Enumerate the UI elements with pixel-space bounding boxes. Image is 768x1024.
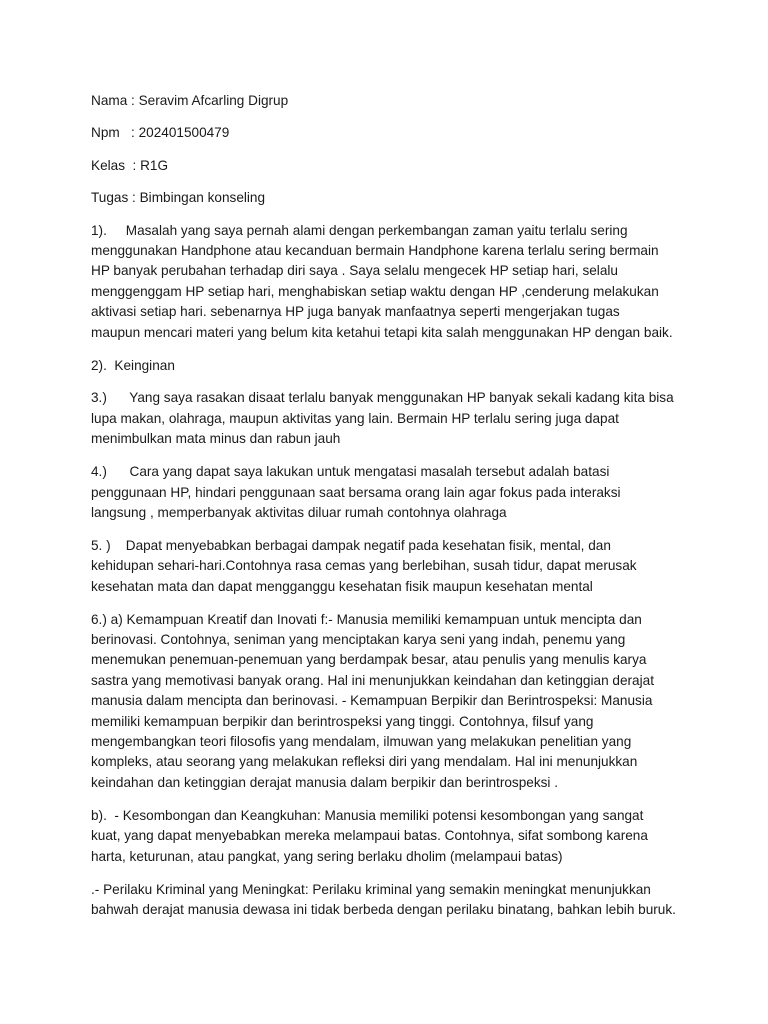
answer-3 bbox=[91, 388, 708, 449]
answer-6a bbox=[91, 610, 708, 794]
answer-5-line: kesehatan mata dan dapat mengganggu kesehatan fisik maupun kesehatan mental bbox=[91, 578, 593, 594]
answer-4 bbox=[91, 462, 708, 523]
answer-6b bbox=[91, 806, 708, 867]
answer-6a-line: mengembangkan teori filosofis yang mendalam, ilmuwan yang melakukan penelitian yang bbox=[91, 734, 632, 750]
answer-6a-line: memiliki kemampuan berpikir dan berintrospeksi yang tinggi. Contohnya, filsuf yang bbox=[91, 713, 594, 729]
npm-line: Npm : 202401500479 bbox=[91, 125, 230, 141]
answer-6b-line: b). - Kesombongan dan Keangkuhan: Manusia memiliki potensi kesombongan yang sangat bbox=[91, 807, 644, 823]
answer-2-line: 2). Keinginan bbox=[91, 357, 175, 373]
answer-3-line: 3.) Yang saya rasakan disaat terlalu banyak menggunakan HP banyak sekali kadang kita bisa bbox=[91, 390, 674, 406]
answer-6a-line: sastra yang memotivasi banyak orang. Hal ini menunjukkan keindahan dan ketinggian derajat bbox=[91, 672, 654, 688]
answer-6a-line: 6.) a) Kemampuan Kreatif dan Inovati f:- Manusia memiliki kemampuan untuk mencipta dan bbox=[91, 611, 642, 627]
answer-1-line: aktivasi setiap hari. sebenarnya HP juga banyak manfaatnya seperti mengerjakan tugas bbox=[91, 304, 620, 320]
answer-4-line: langsung , memperbanyak aktivitas diluar rumah contohnya olahraga bbox=[91, 505, 507, 520]
answer-4-line: 4.) Cara yang dapat saya lakukan untuk mengatasi masalah tersebut adalah batasi bbox=[91, 464, 610, 480]
answer-3-line: menimbulkan mata minus dan rabun jauh bbox=[91, 431, 341, 447]
answer-6b-continued-line: bahwah derajat manusia dewasa ini tidak berbeda dengan perilaku binatang, bahkan lebih buruk. bbox=[91, 901, 676, 917]
kelas-line: Kelas : R1G bbox=[91, 157, 169, 173]
answer-2 bbox=[91, 356, 708, 376]
answer-6b-line: kuat, yang dapat menyebabkan mereka melampaui batas. Contohnya, sifat sombong karena bbox=[91, 828, 648, 844]
answer-1-line: HP banyak perubahan terhadap diri saya . Saya selalu mengecek HP setiap hari, selalu bbox=[91, 263, 618, 279]
answer-6a-line: berinovasi. Contohnya, seniman yang menciptakan karya seni yang indah, penemu yang bbox=[91, 632, 626, 648]
answer-1-line: 1). Masalah yang saya pernah alami dengan perkembangan zaman yaitu terlalu sering bbox=[91, 222, 628, 238]
tugas-line: Tugas : Bimbingan konseling bbox=[91, 190, 266, 206]
answer-1-line: menggunakan Handphone atau kecanduan bermain Handphone karena terlalu sering bermain bbox=[91, 243, 659, 259]
answer-6b-line: harta, keturunan, atau pangkat, yang sering berlaku dholim (melampaui batas) bbox=[91, 848, 563, 864]
answer-6b-continued-line: .- Perilaku Kriminal yang Meningkat: Perilaku kriminal yang semakin meningkat menunjukkan bbox=[91, 881, 651, 897]
answer-1-line: maupun mencari materi yang belum kita ketahui tetapi kita salah menggunakan HP dengan baik. bbox=[91, 324, 673, 340]
answer-5-line: kehidupan sehari-hari.Contohnya rasa cemas yang berlebihan, susah tidur, dapat merusak bbox=[91, 558, 637, 574]
answer-5-line: 5. ) Dapat menyebabkan berbagai dampak negatif pada kesehatan fisik, mental, dan bbox=[91, 537, 611, 553]
answer-4-line: penggunaan HP, hindari penggunaan saat bersama orang lain agar fokus pada interaksi bbox=[91, 484, 621, 500]
answer-1 bbox=[91, 221, 708, 343]
answer-6b-continued bbox=[91, 880, 708, 921]
answer-6a-line: kompleks, atau seorang yang melakukan refleksi diri yang mendalam. Hal ini menunjukkan bbox=[91, 754, 638, 770]
answer-5 bbox=[91, 536, 708, 597]
answer-6a-line: keindahan dan ketinggian derajat manusia dalam berpikir dan berintrospeksi . bbox=[91, 774, 559, 790]
nama-line: Nama : Seravim Afcarling Digrup bbox=[91, 93, 289, 108]
answer-6a-line: menemukan penemuan-penemuan yang berdampak besar, atau penulis yang menulis karya bbox=[91, 652, 647, 668]
answer-1-line: menggenggam HP setiap hari, menghabiskan setiap waktu dengan HP ,cenderung melakukan bbox=[91, 283, 659, 299]
answer-3-line: lupa makan, olahraga, maupun aktivitas yang lain. Bermain HP terlalu sering juga dapat bbox=[91, 410, 619, 426]
answer-6a-line: manusia dalam mencipta dan berinovasi. - Kemampuan Berpikir dan Berintrospeksi: Manusia bbox=[91, 693, 653, 709]
